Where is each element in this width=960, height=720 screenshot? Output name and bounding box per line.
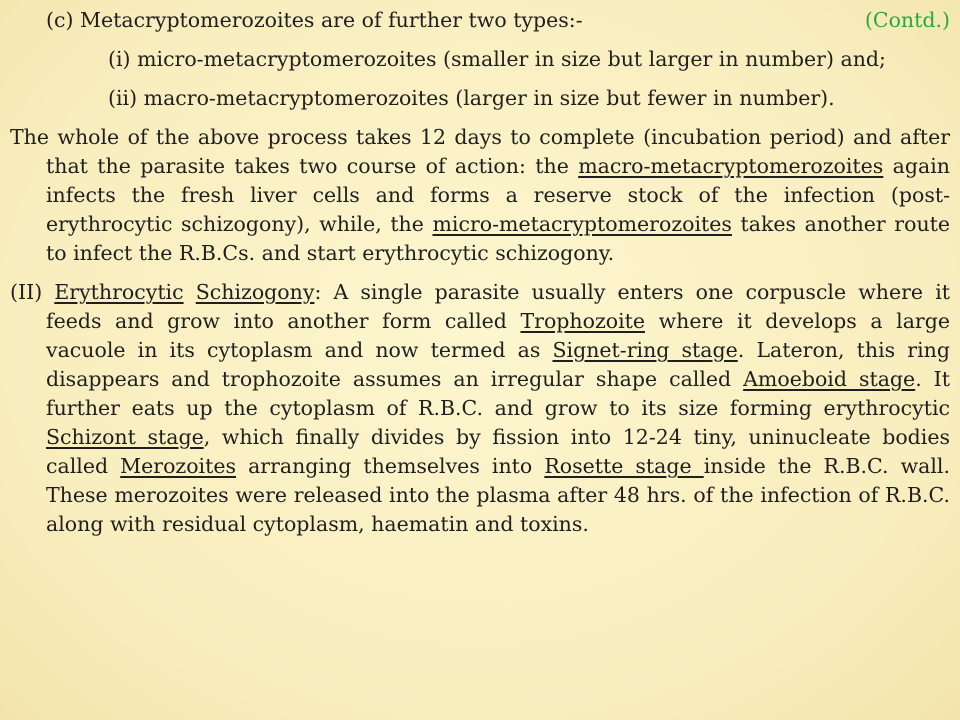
text-run: takes another route to infect the R.B.Cs. and start erythrocytic schizogony. bbox=[46, 212, 951, 265]
underlined-term: Erythrocytic bbox=[54, 280, 184, 304]
underlined-term: Signet-ring stage bbox=[552, 338, 738, 362]
text-run: The whole of the above process takes 12 days to complete (incubation period) and after that the parasite takes two course of action: the bbox=[10, 125, 950, 178]
text-run bbox=[184, 280, 196, 304]
text-run: (II) bbox=[10, 280, 55, 304]
underlined-term: Schizogony bbox=[195, 280, 315, 304]
text-run: inside the R.B.C. wall. These merozoites were released into the plasma after 48 hrs. of the infection of R.B.C. along with residual cytoplasm, haematin and toxins. bbox=[46, 454, 950, 536]
underlined-term: macro-metacryptomerozoites bbox=[578, 154, 884, 178]
text-run: : A single parasite usually enters one corpuscle where it feeds and grow into another form called bbox=[46, 280, 950, 333]
text-run: , which finally divides by fission into 12-24 tiny, uninucleate bodies called bbox=[46, 425, 950, 478]
list-item: (ii) macro-metacryptomerozoites (larger in size but fewer in number). bbox=[108, 86, 835, 110]
contd-label: (Contd.) bbox=[864, 8, 950, 32]
section-heading bbox=[10, 6, 950, 35]
list-item: (i) micro-metacryptomerozoites (smaller in size but larger in number) and; bbox=[108, 47, 886, 71]
text-run: where it develops a large vacuole in its cytoplasm and now termed as bbox=[46, 309, 950, 362]
text-run: . Lateron, this ring disappears and trophozoite assumes an irregular shape called bbox=[46, 338, 950, 391]
underlined-term: Amoeboid stage bbox=[743, 367, 916, 391]
text-run: again infects the fresh liver cells and forms a reserve stock of the infection (post-erythrocytic schizogony), while, the bbox=[46, 154, 951, 236]
paragraph-incubation bbox=[10, 123, 950, 268]
underlined-term: Merozoites bbox=[120, 454, 236, 478]
text-run: arranging themselves into bbox=[236, 454, 545, 478]
underlined-term: Schizont stage bbox=[46, 425, 204, 449]
underlined-term: Rosette stage bbox=[544, 454, 704, 478]
heading-text: (c) Metacryptomerozoites are of further two types:- bbox=[46, 8, 583, 32]
text-run: . It further eats up the cytoplasm of R.B.C. and grow to its size forming erythrocytic bbox=[46, 367, 950, 420]
paragraph-erythrocytic-schizogony bbox=[10, 278, 950, 539]
underlined-term: micro-metacryptomerozoites bbox=[432, 212, 732, 236]
underlined-term: Trophozoite bbox=[520, 309, 646, 333]
